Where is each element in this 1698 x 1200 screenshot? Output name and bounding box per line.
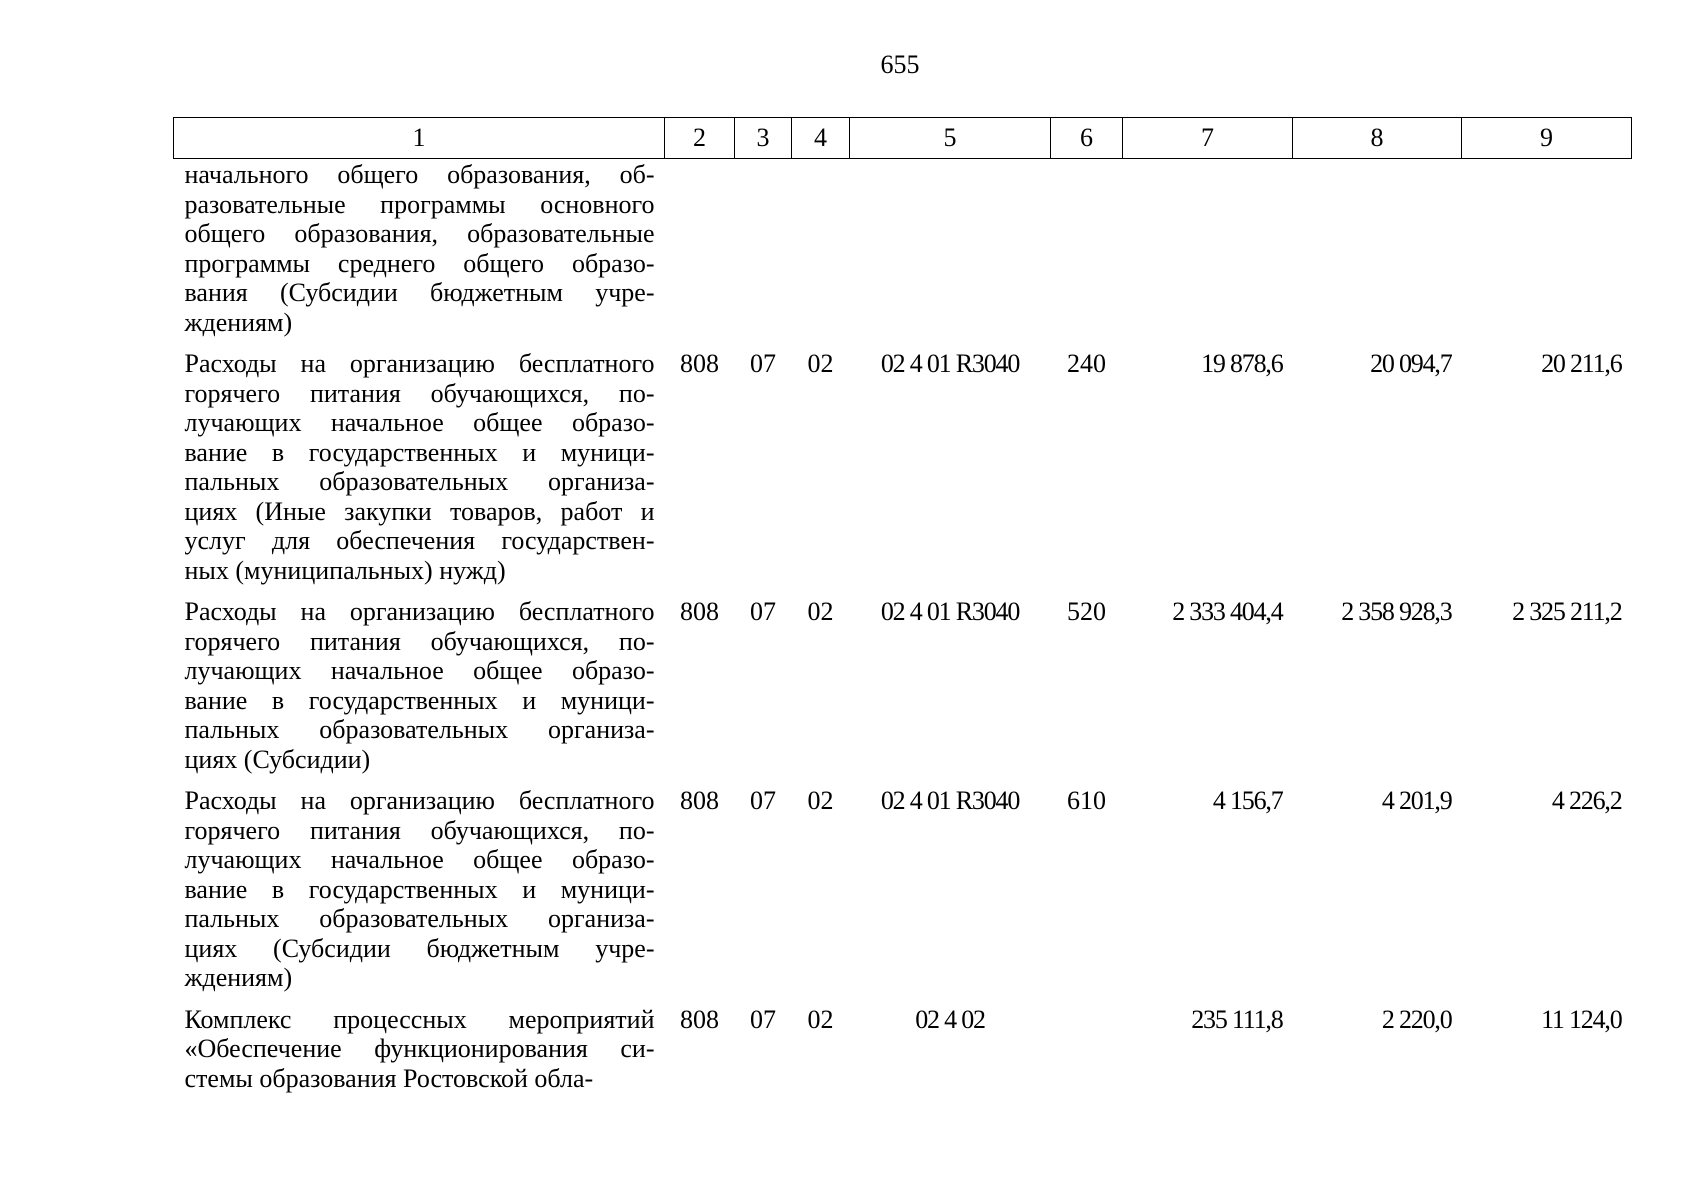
description-line: ных (муниципальных) нужд) (184, 555, 506, 585)
description-line: циях (Субсидии бюджетным учре- (184, 933, 655, 963)
description-line: ждениям) (184, 963, 293, 992)
column-header-9: 9 (1462, 118, 1632, 159)
table-row (174, 159, 1632, 338)
cell-target-article: 02 4 01 R3040 (880, 786, 1020, 815)
table-row (174, 337, 1632, 585)
description-line: лучающих начальное общее образо- (184, 408, 655, 437)
cell-amount-col9 (1462, 159, 1632, 338)
cell-section-code (735, 159, 792, 338)
cell-amount-col7: 2 333 404,4 (1172, 597, 1283, 626)
column-header-7: 7 (1123, 118, 1293, 159)
description-line: общего образования, образовательные (184, 219, 655, 248)
cell-amount-col8: 20 094,7 (1370, 349, 1452, 378)
table-body (174, 159, 1632, 1094)
budget-table (173, 117, 1632, 1093)
cell-amount-col9: 2 325 211,2 (1512, 597, 1622, 626)
cell-ministry-code: 808 (680, 597, 719, 626)
column-header-6: 6 (1051, 118, 1123, 159)
cell-subsection-code: 02 (807, 349, 834, 378)
cell-subsection-code: 02 (807, 1004, 834, 1034)
column-header-5: 5 (850, 118, 1051, 159)
description-line: вание в государственных и муници- (184, 874, 655, 904)
cell-amount-col9: 4 226,2 (1551, 786, 1622, 815)
column-header-1: 1 (174, 118, 665, 159)
page-number: 655 (880, 50, 920, 79)
description-line: программы среднего общего образо- (184, 248, 655, 278)
cell-expense-type: 610 (1067, 786, 1106, 815)
description-line: горячего питания обучающихся, по- (184, 626, 655, 656)
cell-amount-col9: 20 211,6 (1541, 349, 1622, 378)
cell-target-article: 02 4 02 (915, 1004, 985, 1034)
description-line: пальных образовательных организа- (184, 715, 655, 744)
cell-ministry-code: 808 (680, 349, 719, 378)
cell-section-code: 07 (750, 786, 776, 815)
cell-amount-col8: 4 201,9 (1381, 786, 1452, 815)
cell-amount-col9: 11 124,0 (1541, 1004, 1622, 1034)
cell-expense-type (1051, 993, 1123, 1094)
description-line: услуг для обеспечения государствен- (184, 526, 655, 555)
cell-amount-col8 (1293, 159, 1462, 338)
description-line: «Обеспечение функционирования си- (184, 1034, 655, 1063)
description-line: циях (Иные закупки товаров, работ и (184, 496, 655, 526)
description-line: лучающих начальное общее образо- (184, 656, 655, 685)
table-row (174, 774, 1632, 993)
row-description (174, 993, 665, 1094)
cell-subsection-code: 02 (807, 597, 834, 626)
description-line: лучающих начальное общее образо- (184, 845, 655, 874)
row-description (174, 159, 665, 338)
column-header-3: 3 (735, 118, 792, 159)
description-line: Расходы на организацию бесплатного (184, 349, 655, 378)
table-row (174, 993, 1632, 1094)
cell-expense-type: 520 (1067, 597, 1106, 626)
cell-expense-type: 240 (1067, 349, 1106, 378)
budget-table-container (173, 117, 1632, 1093)
header-row (174, 118, 1632, 159)
cell-amount-col7: 19 878,6 (1201, 349, 1283, 378)
cell-ministry-code: 808 (680, 1004, 719, 1034)
row-description (174, 337, 665, 585)
cell-amount-col7: 235 111,8 (1191, 1004, 1283, 1034)
description-line: пальных образовательных организа- (184, 467, 655, 496)
table-header (174, 118, 1632, 159)
cell-section-code: 07 (750, 349, 776, 378)
cell-ministry-code (665, 159, 735, 338)
cell-target-article: 02 4 01 R3040 (880, 597, 1020, 626)
description-line: вания (Субсидии бюджетным учре- (184, 278, 655, 307)
description-line: вание в государственных и муници- (184, 685, 655, 715)
column-header-2: 2 (665, 118, 735, 159)
cell-amount-col8: 2 220,0 (1381, 1004, 1452, 1034)
description-line: Расходы на организацию бесплатного (184, 597, 655, 626)
cell-section-code: 07 (750, 597, 776, 626)
cell-amount-col7: 4 156,7 (1212, 786, 1283, 815)
cell-amount-col8: 2 358 928,3 (1341, 597, 1452, 626)
cell-amount-col7 (1123, 159, 1293, 338)
table-row (174, 585, 1632, 774)
description-line: горячего питания обучающихся, по- (184, 378, 655, 408)
cell-ministry-code: 808 (680, 786, 719, 815)
description-line: циях (Субсидии) (184, 744, 371, 774)
description-line: пальных образовательных организа- (184, 904, 655, 933)
description-line: ждениям) (184, 307, 293, 337)
description-line: Комплекс процессных мероприятий (184, 1004, 655, 1034)
column-header-4: 4 (792, 118, 850, 159)
description-line: Расходы на организацию бесплатного (184, 786, 655, 815)
description-line: вание в государственных и муници- (184, 437, 655, 467)
description-line: горячего питания обучающихся, по- (184, 815, 655, 845)
cell-target-article: 02 4 01 R3040 (880, 349, 1020, 378)
description-line: стемы образования Ростовской обла- (184, 1063, 594, 1093)
description-line: разовательные программы основного (184, 189, 655, 219)
cell-subsection-code: 02 (807, 786, 834, 815)
row-description (174, 585, 665, 774)
row-description (174, 774, 665, 993)
cell-subsection-code (792, 159, 850, 338)
column-header-8: 8 (1293, 118, 1462, 159)
cell-section-code: 07 (750, 1004, 776, 1034)
cell-expense-type (1051, 159, 1123, 338)
cell-target-article (850, 159, 1051, 338)
description-line: начального общего образования, об- (184, 160, 655, 189)
